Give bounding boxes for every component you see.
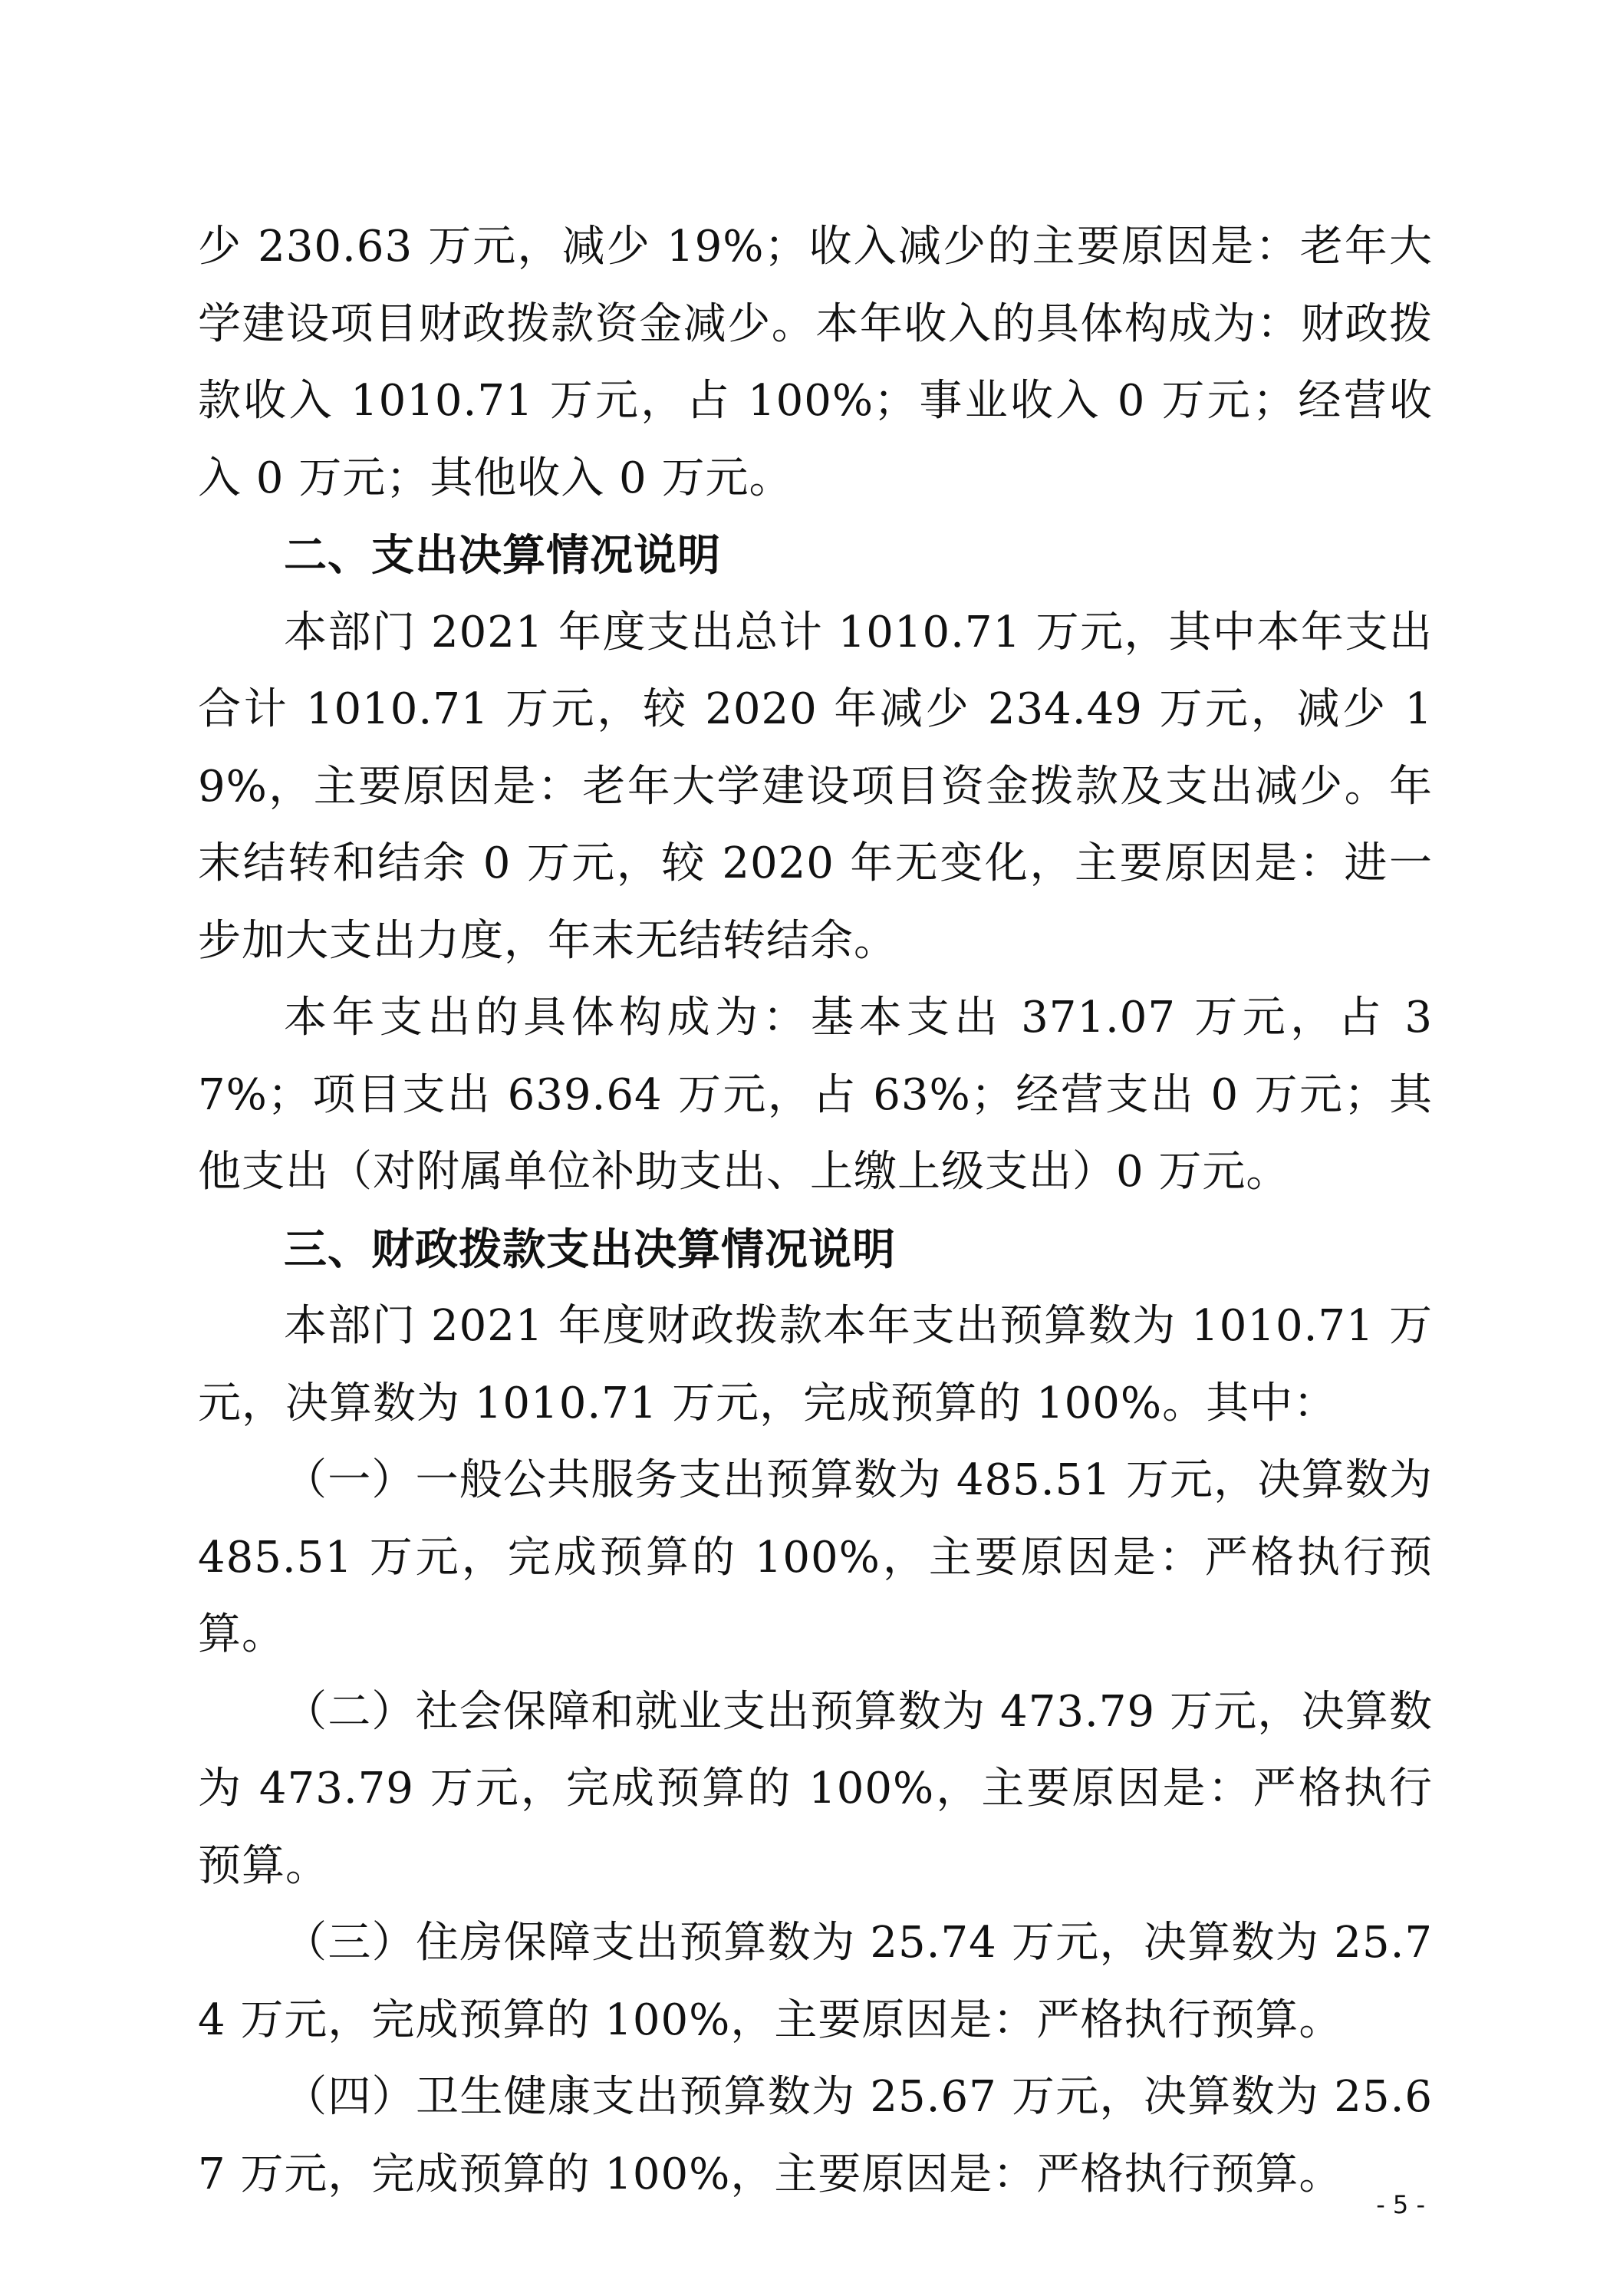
section-heading-fiscal-expenditure: 三、财政拨款支出决算情况说明 bbox=[284, 1224, 896, 1275]
paragraph-item-public-services: （一）一般公共服务支出预算数为 485.51 万元，决算数为 485.51 万元，完成预算的 100%，主要原因是：严格执行预算。 bbox=[198, 1455, 1433, 1659]
page-number: - 5 - bbox=[1376, 2190, 1425, 2219]
paragraph-expenditure-total: 本部门 2021 年度支出总计 1010.71 万元，其中本年支出合计 1010.71 万元，较 2020 年减少 234.49 万元，减少 19%，主要原因是：老年大学建设项目资金拨款及支出减少。年末结转和结余 0 万元，较 2020 年无变化，主要原因是：进一步加大支出力度，年末无结转结余。 bbox=[198, 607, 1433, 966]
paragraph-item-social-security: （二）社会保障和就业支出预算数为 473.79 万元，决算数为 473.79 万元，完成预算的 100%，主要原因是：严格执行预算。 bbox=[198, 1686, 1433, 1891]
paragraph-fiscal-budget: 本部门 2021 年度财政拨款本年支出预算数为 1010.71 万元，决算数为 1010.71 万元，完成预算的 100%。其中： bbox=[198, 1301, 1433, 1428]
paragraph-item-housing: （三）住房保障支出预算数为 25.74 万元，决算数为 25.74 万元，完成预算的 100%，主要原因是：严格执行预算。 bbox=[198, 1918, 1433, 2045]
section-heading-expenditure: 二、支出决算情况说明 bbox=[284, 530, 721, 581]
paragraph-income-continuation: 少 230.63 万元，减少 19%；收入减少的主要原因是：老年大学建设项目财政拨款资金减少。本年收入的具体构成为：财政拨款收入 1010.71 万元，占 100%；事业收入 0 万元；经营收入 0 万元；其他收入 0 万元。 bbox=[198, 222, 1433, 503]
paragraph-item-health: （四）卫生健康支出预算数为 25.67 万元，决算数为 25.67 万元，完成预算的 100%，主要原因是：严格执行预算。 bbox=[198, 2072, 1433, 2199]
paragraph-expenditure-composition: 本年支出的具体构成为：基本支出 371.07 万元，占 37%；项目支出 639.64 万元，占 63%；经营支出 0 万元；其他支出（对附属单位补助支出、上缴上级支出）0 万元。 bbox=[198, 993, 1433, 1197]
document-body bbox=[198, 209, 1433, 2213]
